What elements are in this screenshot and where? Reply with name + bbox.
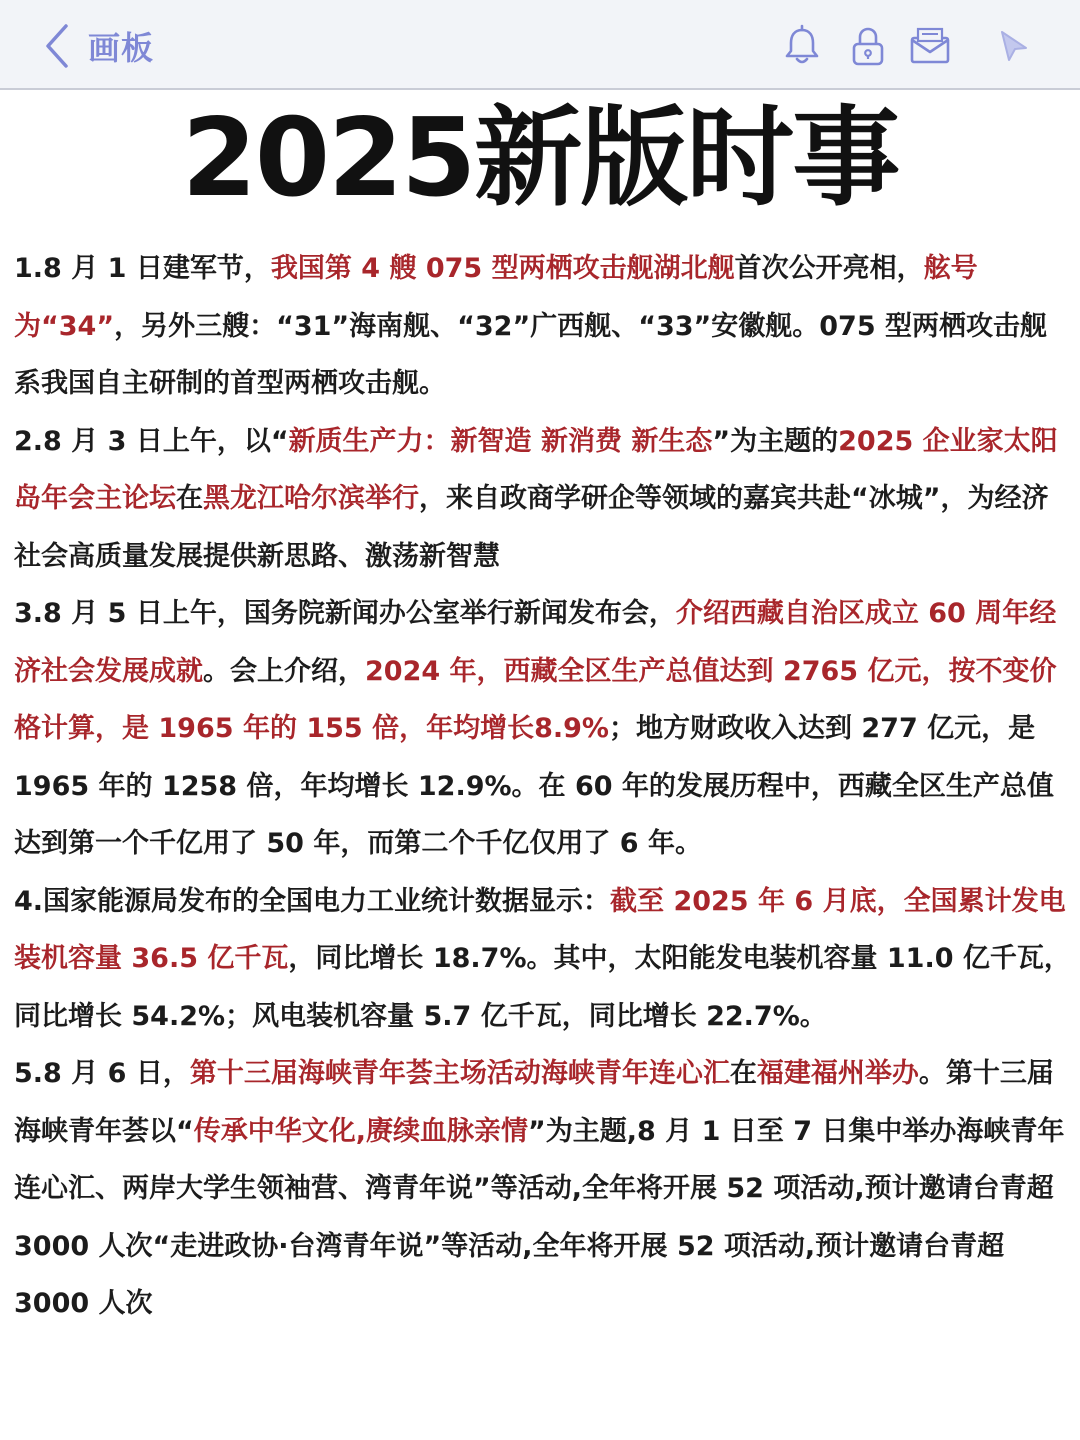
cursor-icon[interactable] xyxy=(992,24,1036,68)
body-text: 。会上介绍， xyxy=(203,655,365,687)
top-toolbar xyxy=(0,0,1080,90)
highlight-text: 我国第 4 艘 075 型两栖攻击舰湖北舰 xyxy=(270,253,735,284)
news-item xyxy=(14,413,1072,586)
body-text: 在 xyxy=(729,1058,757,1089)
body-text: ”为主题,8 月 1 日至 7 日集中举办海峡青年连心汇、两岸大学生领袖营、湾青年说”等活动,全年将开展 52 项活动,预计邀请台青超 3000 人次“走进政协·台湾青年说”等活动,全年将开展 52 项活动,预计邀请台青超 3000 人次 xyxy=(14,1115,1065,1319)
body-text: 5.8 月 6 日， xyxy=(14,1058,190,1089)
news-item xyxy=(14,873,1072,1046)
highlight-text: 福建福州举办 xyxy=(756,1058,919,1089)
body-text: 。第十三届海峡青年荟以“ xyxy=(14,1058,1054,1147)
body-text: 4.国家能源局发布的全国电力工业统计数据显示： xyxy=(14,885,611,917)
news-item xyxy=(14,240,1072,413)
highlight-text: 截至 2025 年 6 月底，全国累计发电装机容量 36.5 亿千瓦 xyxy=(14,885,1066,974)
body-text: ；地方财政收入达到 277 亿元，是 1965 年的 1258 倍，年均增长 12.9%。在 60 年的发展历程中，西藏全区生产总值达到第一个千亿用了 50 年，而第二个千亿仅用了 6 年。 xyxy=(14,713,1054,859)
page-title: 2025新版时事 xyxy=(181,96,899,221)
highlight-text: 2025 企业家太阳岛年会主论坛 xyxy=(14,425,1058,514)
body-text: 在 xyxy=(176,483,203,514)
chevron-left-icon xyxy=(40,22,74,70)
news-item xyxy=(14,585,1072,873)
body-text: ，另外三艘：“31”海南舰、“32”广西舰、“33”安徽舰。075 型两栖攻击舰系我国自主研制的首型两栖攻击舰。 xyxy=(14,310,1048,399)
lock-icon[interactable] xyxy=(846,24,890,68)
highlight-text: 第十三届海峡青年荟主场活动海峡青年连心汇 xyxy=(189,1058,730,1089)
mail-icon[interactable] xyxy=(908,24,952,68)
highlight-text: 传承中华文化,赓续血脉亲情 xyxy=(193,1115,529,1147)
body-text: ”为主题的 xyxy=(712,425,839,457)
body-text: ，来自政商学研企等领域的嘉宾共赴“冰城”，为经济社会高质量发展提供新思路、激荡新智慧 xyxy=(14,483,1049,572)
highlight-text: 介绍西藏自治区成立 60 周年经济社会发展成就 xyxy=(14,598,1057,687)
back-label: 画板 xyxy=(88,29,155,67)
highlight-text: 黑龙江哈尔滨举行 xyxy=(203,483,419,514)
bell-icon[interactable] xyxy=(780,24,824,68)
news-item xyxy=(14,1045,1072,1333)
highlight-text: 舷号为“34” xyxy=(14,253,978,342)
back-button[interactable] xyxy=(40,22,154,70)
body-text: 3.8 月 5 日上午，国务院新闻办公室举行新闻发布会， xyxy=(14,598,676,629)
body-text: 首次公开亮相， xyxy=(734,253,924,284)
body-text: 2.8 月 3 日上午，以“ xyxy=(14,425,289,457)
highlight-text: 新质生产力：新智造 新消费 新生态 xyxy=(288,425,713,457)
body-text: 1.8 月 1 日建军节， xyxy=(14,253,271,284)
article-body xyxy=(14,240,1072,1333)
highlight-text: 2024 年，西藏全区生产总值达到 2765 亿元，按不变价格计算，是 1965 年的 155 倍，年均增长8.9% xyxy=(14,655,1057,744)
body-text: ，同比增长 18.7%。其中，太阳能发电装机容量 11.0 亿千瓦，同比增长 54.2%；风电装机容量 5.7 亿千瓦，同比增长 22.7%。 xyxy=(14,943,1071,1032)
